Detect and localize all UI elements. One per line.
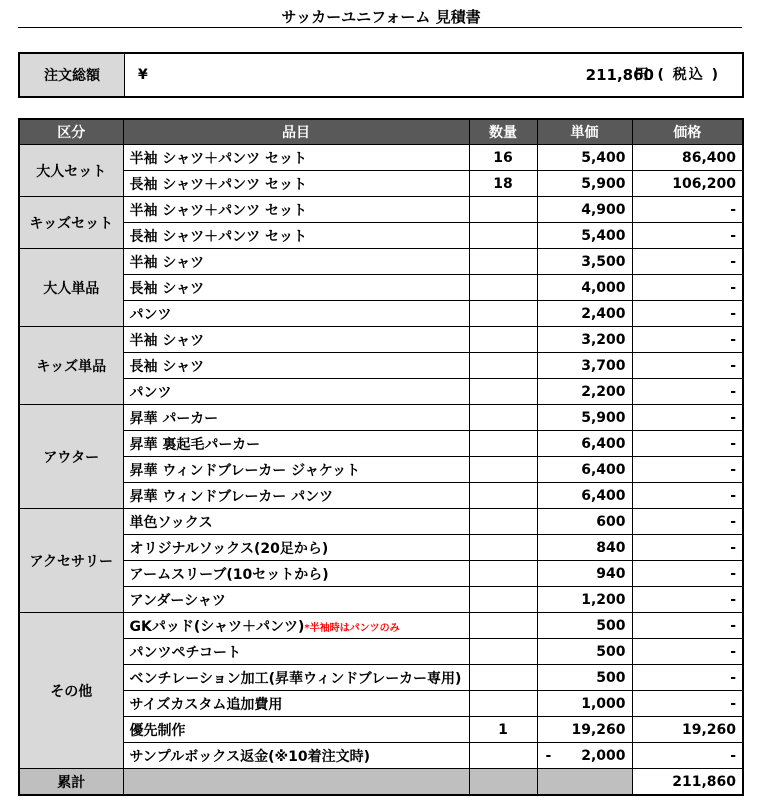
table-row xyxy=(19,301,743,327)
unit-price-value: 3,700 xyxy=(581,357,626,374)
table-row xyxy=(19,717,743,743)
item-cell xyxy=(123,743,469,769)
item-name: 優先制作 xyxy=(129,722,186,739)
item-cell xyxy=(123,249,469,275)
unit-price-cell xyxy=(537,223,632,249)
table-row xyxy=(19,457,743,483)
qty-cell[interactable] xyxy=(469,743,537,769)
qty-cell[interactable] xyxy=(469,301,537,327)
qty-cell[interactable] xyxy=(469,639,537,665)
table-header-row xyxy=(19,119,743,145)
page-title: サッカーユニフォーム 見積書 xyxy=(281,8,481,26)
price-cell: - xyxy=(632,483,743,509)
summary-label: 累計 xyxy=(19,769,123,796)
qty-cell[interactable] xyxy=(469,249,537,275)
qty-cell[interactable] xyxy=(469,353,537,379)
price-cell: - xyxy=(632,613,743,639)
item-cell xyxy=(123,457,469,483)
unit-price-cell xyxy=(537,587,632,613)
item-name: 半袖 シャツ＋パンツ セット xyxy=(129,150,307,167)
item-cell xyxy=(123,431,469,457)
price-cell: - xyxy=(632,431,743,457)
item-note: *半袖時はパンツのみ xyxy=(304,622,400,634)
unit-price-cell xyxy=(537,171,632,197)
unit-price-cell xyxy=(537,509,632,535)
item-cell xyxy=(123,483,469,509)
item-cell xyxy=(123,691,469,717)
table-row xyxy=(19,561,743,587)
table-row xyxy=(19,587,743,613)
unit-price-value: 2,400 xyxy=(581,305,626,322)
item-name: パンツ xyxy=(129,306,172,323)
category-cell: 大人セット xyxy=(19,145,123,197)
category-cell: その他 xyxy=(19,613,123,769)
table-row xyxy=(19,509,743,535)
item-cell xyxy=(123,353,469,379)
unit-price-value: 2,000 xyxy=(581,747,626,764)
title-divider xyxy=(18,27,742,28)
unit-price-value: 1,200 xyxy=(581,591,626,608)
unit-price-cell xyxy=(537,353,632,379)
qty-cell[interactable] xyxy=(469,483,537,509)
item-cell xyxy=(123,405,469,431)
unit-price-value: 5,900 xyxy=(581,409,626,426)
negative-sign: - xyxy=(545,747,552,764)
table-row xyxy=(19,743,743,769)
item-name: オリジナルソックス(20足から) xyxy=(129,540,329,557)
unit-price-value: 940 xyxy=(596,565,626,582)
price-cell: - xyxy=(632,457,743,483)
item-name: 長袖 シャツ＋パンツ セット xyxy=(129,176,307,193)
qty-cell[interactable] xyxy=(469,457,537,483)
table-row xyxy=(19,431,743,457)
unit-price-value: 2,200 xyxy=(581,383,626,400)
qty-cell[interactable] xyxy=(469,587,537,613)
item-name: 昇華 ウィンドブレーカー ジャケット xyxy=(129,462,361,479)
column-header-qty: 数量 xyxy=(469,119,537,145)
unit-price-value: 1,000 xyxy=(581,695,626,712)
item-name: ベンチレーション加工(昇華ウィンドブレーカー専用) xyxy=(129,670,462,687)
unit-price-cell xyxy=(537,379,632,405)
price-cell: - xyxy=(632,275,743,301)
qty-cell[interactable] xyxy=(469,431,537,457)
price-cell: - xyxy=(632,301,743,327)
item-name: サイズカスタム追加費用 xyxy=(129,696,283,713)
qty-cell[interactable]: 1 xyxy=(469,717,537,743)
table-row xyxy=(19,691,743,717)
price-cell: - xyxy=(632,665,743,691)
unit-price-cell xyxy=(537,639,632,665)
qty-cell[interactable]: 18 xyxy=(469,171,537,197)
category-cell: キッズセット xyxy=(19,197,123,249)
qty-cell[interactable] xyxy=(469,665,537,691)
qty-cell[interactable] xyxy=(469,197,537,223)
table-row xyxy=(19,613,743,639)
table-row xyxy=(19,249,743,275)
item-cell xyxy=(123,301,469,327)
order-total-box xyxy=(18,52,744,98)
unit-price-cell xyxy=(537,275,632,301)
qty-cell[interactable] xyxy=(469,223,537,249)
unit-price-cell xyxy=(537,405,632,431)
qty-cell[interactable] xyxy=(469,509,537,535)
item-cell xyxy=(123,587,469,613)
price-cell: - xyxy=(632,743,743,769)
unit-price-cell xyxy=(537,665,632,691)
item-cell xyxy=(123,717,469,743)
price-cell: 86,400 xyxy=(632,145,743,171)
item-name: 長袖 シャツ＋パンツ セット xyxy=(129,228,307,245)
table-row xyxy=(19,405,743,431)
unit-price-value: 600 xyxy=(596,513,626,530)
item-cell xyxy=(123,509,469,535)
unit-price-cell xyxy=(537,197,632,223)
item-name: 単色ソックス xyxy=(129,514,213,531)
qty-cell[interactable] xyxy=(469,379,537,405)
item-cell xyxy=(123,561,469,587)
table-row xyxy=(19,639,743,665)
item-name: 半袖 シャツ xyxy=(129,332,205,349)
price-cell: - xyxy=(632,327,743,353)
price-cell: - xyxy=(632,249,743,275)
column-header-item: 品目 xyxy=(123,119,469,145)
unit-price-value: 3,500 xyxy=(581,253,626,270)
unit-price-cell xyxy=(537,691,632,717)
item-name: パンツペチコート xyxy=(129,644,241,661)
qty-cell[interactable] xyxy=(469,327,537,353)
item-name: 長袖 シャツ xyxy=(129,358,205,375)
unit-price-cell xyxy=(537,301,632,327)
summary-row xyxy=(19,769,743,796)
qty-cell[interactable] xyxy=(469,405,537,431)
price-cell: - xyxy=(632,587,743,613)
price-cell: - xyxy=(632,197,743,223)
item-cell xyxy=(123,639,469,665)
column-header-category: 区分 xyxy=(19,119,123,145)
qty-cell[interactable] xyxy=(469,535,537,561)
unit-price-cell xyxy=(537,327,632,353)
unit-price-value: 500 xyxy=(596,617,626,634)
item-name: GKパッド(シャツ＋パンツ) xyxy=(129,618,305,635)
price-cell: - xyxy=(632,639,743,665)
item-cell xyxy=(123,275,469,301)
category-cell: アクセサリー xyxy=(19,509,123,613)
qty-cell[interactable]: 16 xyxy=(469,145,537,171)
summary-empty-cell xyxy=(123,769,469,796)
unit-price-cell xyxy=(537,483,632,509)
unit-price-value: 19,260 xyxy=(571,721,626,738)
unit-price-value: 4,900 xyxy=(581,201,626,218)
column-header-unit-price: 単価 xyxy=(537,119,632,145)
category-cell: アウター xyxy=(19,405,123,509)
table-row xyxy=(19,483,743,509)
item-name: サンプルボックス返金(※10着注文時) xyxy=(129,748,370,765)
order-total-unit: 円 ( 税込 ) xyxy=(634,67,720,83)
unit-price-value: 5,400 xyxy=(581,149,626,166)
item-cell xyxy=(123,535,469,561)
item-name: 半袖 シャツ＋パンツ セット xyxy=(129,202,307,219)
price-cell: - xyxy=(632,405,743,431)
table-row xyxy=(19,327,743,353)
unit-price-cell xyxy=(537,457,632,483)
unit-price-cell xyxy=(537,613,632,639)
category-cell: 大人単品 xyxy=(19,249,123,327)
item-name: 半袖 シャツ xyxy=(129,254,205,271)
unit-price-value: 500 xyxy=(596,643,626,660)
unit-price-value: 500 xyxy=(596,669,626,686)
price-cell: - xyxy=(632,509,743,535)
qty-cell[interactable] xyxy=(469,561,537,587)
price-cell: 19,260 xyxy=(632,717,743,743)
unit-price-value: 5,400 xyxy=(581,227,626,244)
unit-price-cell xyxy=(537,249,632,275)
category-cell: キッズ単品 xyxy=(19,327,123,405)
price-cell: - xyxy=(632,223,743,249)
item-cell xyxy=(123,379,469,405)
table-row xyxy=(19,223,743,249)
item-name: 昇華 パーカー xyxy=(129,410,219,427)
summary-total: 211,860 xyxy=(632,769,743,796)
unit-price-cell xyxy=(537,717,632,743)
unit-price-cell xyxy=(537,561,632,587)
qty-cell[interactable] xyxy=(469,275,537,301)
item-name: 昇華 ウィンドブレーカー パンツ xyxy=(129,488,334,505)
item-cell xyxy=(123,327,469,353)
item-cell xyxy=(123,197,469,223)
price-cell: - xyxy=(632,561,743,587)
estimate-table xyxy=(18,118,744,796)
table-row xyxy=(19,145,743,171)
table-row xyxy=(19,379,743,405)
item-name: 長袖 シャツ xyxy=(129,280,205,297)
order-total-label: 注文総額 xyxy=(20,54,125,96)
table-row xyxy=(19,171,743,197)
unit-price-value: 3,200 xyxy=(581,331,626,348)
item-cell xyxy=(123,145,469,171)
unit-price-cell xyxy=(537,743,632,769)
table-row xyxy=(19,353,743,379)
unit-price-value: 840 xyxy=(596,539,626,556)
price-cell: 106,200 xyxy=(632,171,743,197)
unit-price-cell xyxy=(537,145,632,171)
currency-symbol: ¥ xyxy=(138,67,148,83)
qty-cell[interactable] xyxy=(469,691,537,717)
item-cell xyxy=(123,613,469,639)
item-name: アンダーシャツ xyxy=(129,592,226,609)
table-row xyxy=(19,197,743,223)
unit-price-value: 6,400 xyxy=(581,435,626,452)
estimate-table-body xyxy=(19,145,743,769)
summary-empty-cell xyxy=(469,769,537,796)
item-name: 昇華 裏起毛パーカー xyxy=(129,436,261,453)
item-cell xyxy=(123,665,469,691)
unit-price-value: 6,400 xyxy=(581,461,626,478)
unit-price-value: 4,000 xyxy=(581,279,626,296)
table-row xyxy=(19,665,743,691)
unit-price-cell xyxy=(537,535,632,561)
unit-price-cell xyxy=(537,431,632,457)
item-cell xyxy=(123,171,469,197)
price-cell: - xyxy=(632,379,743,405)
price-cell: - xyxy=(632,353,743,379)
column-header-price: 価格 xyxy=(632,119,743,145)
item-name: パンツ xyxy=(129,384,172,401)
qty-cell[interactable] xyxy=(469,613,537,639)
item-cell xyxy=(123,223,469,249)
table-row xyxy=(19,535,743,561)
price-cell: - xyxy=(632,535,743,561)
price-cell: - xyxy=(632,691,743,717)
order-total-amount: 211,860 xyxy=(585,66,654,84)
unit-price-value: 5,900 xyxy=(581,175,626,192)
summary-empty-cell xyxy=(537,769,632,796)
table-row xyxy=(19,275,743,301)
item-name: アームスリーブ(10セットから) xyxy=(129,566,329,583)
unit-price-value: 6,400 xyxy=(581,487,626,504)
